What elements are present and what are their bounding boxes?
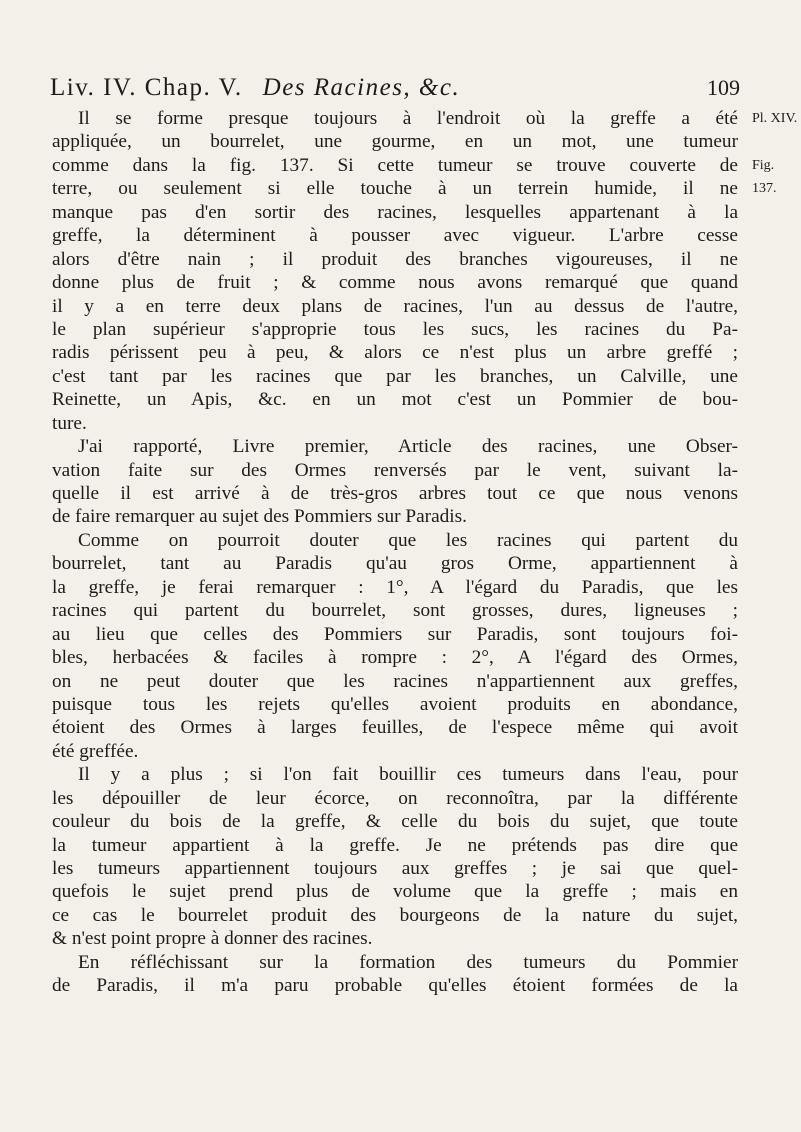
chapter-reference: Liv. IV. Chap. V. [50,74,243,101]
text-line: appliquée, un bourrelet, une gourme, en un mot, une tumeur [52,131,738,153]
text-line: racines qui partent du bourrelet, sont grosses, dures, ligneuses ; [52,600,738,622]
text-line: puisque tous les rejets qu'elles avoient produits en abondance, [52,693,738,715]
text-line: il y a en terre deux plans de racines, l'un au dessus de l'autre, [52,295,738,317]
text-line: étoient des Ormes à larges feuilles, de l'espece même qui avoit [52,717,738,739]
text-line: les tumeurs appartiennent toujours aux greffes ; je sai que quel- [52,858,738,879]
text-line: J'ai rapporté, Livre premier, Article des racines, une Obser- [78,436,738,458]
text-line: terre, ou seulement si elle touche à un terrein humide, il ne [52,178,738,200]
text-line: au lieu que celles des Pommiers sur Paradis, sont toujours foi- [52,623,738,645]
text-line: vation faite sur des Ormes renversés par le vent, suivant la- [52,459,738,481]
text-line: comme dans la fig. 137. Si cette tumeur se trouve couverte de [52,154,738,176]
text-line: de Paradis, il m'a paru probable qu'elles étoient formées de la [52,975,738,997]
text-line: Reinette, un Apis, &c. en un mot c'est un Pommier de bou- [52,389,738,411]
section-title: Des Racines, &c. [262,74,461,101]
plate-reference: Pl. XIV. [752,111,798,126]
text-line: Il se forme presque toujours à l'endroit où la greffe a été [78,108,738,129]
text-line: Comme on pourroit douter que les racines qui partent du [78,529,738,551]
text-line: En réfléchissant sur la formation des tumeurs du Pommier [78,951,738,973]
body-text [52,107,738,998]
text-line: la greffe, je ferai remarquer : 1°, A l'égard du Paradis, que les [52,576,738,598]
text-line: couleur du bois de la greffe, & celle du bois du sujet, que toute [52,811,738,833]
text-line: la tumeur appartient à la greffe. Je ne prétends pas dire que [52,834,738,856]
text-line: bourrelet, tant au Paradis qu'au gros Orme, appartiennent à [52,553,738,575]
text-line: été greffée. [52,740,139,762]
text-line: on ne peut douter que les racines n'appartiennent aux greffes, [52,670,738,692]
text-line: quefois le sujet prend plus de volume que la greffe ; mais en [52,881,738,903]
text-line: radis périssent peu à peu, & alors ce n'est plus un arbre greffé ; [52,342,738,364]
text-line: quelle il est arrivé à de très-gros arbres tout ce que nous venons [52,483,738,504]
text-line: alors d'être nain ; il produit des branches vigoureuses, il ne [52,248,738,270]
figure-reference: Fig. 137. [752,157,777,197]
text-line: manque pas d'en sortir des racines, lesquelles appartenant à la [52,201,738,223]
text-line: & n'est point propre à donner des racines. [52,928,373,950]
text-line: les dépouiller de leur écorce, on reconnoîtra, par la différente [52,787,738,809]
text-line: Il y a plus ; si l'on fait bouillir ces tumeurs dans l'eau, pour [78,764,738,786]
margin-notes [752,107,801,201]
text-line: bles, herbacées & faciles à rompre : 2°, A l'égard des Ormes, [52,647,738,669]
running-header [50,74,740,102]
text-line: greffe, la déterminent à pousser avec vigueur. L'arbre cesse [52,225,738,247]
text-line: ce cas le bourrelet produit des bourgeons de la nature du sujet, [52,904,738,926]
text-line: c'est tant par les racines que par les branches, un Calville, une [52,365,738,387]
text-line: le plan supérieur s'approprie tous les sucs, les racines du Pa- [52,318,738,340]
text-line: donne plus de fruit ; & comme nous avons remarqué que quand [52,272,738,294]
text-line: de faire remarquer au sujet des Pommiers sur Paradis. [52,506,467,528]
text-line: ture. [52,412,87,434]
page-number: 109 [707,75,740,100]
